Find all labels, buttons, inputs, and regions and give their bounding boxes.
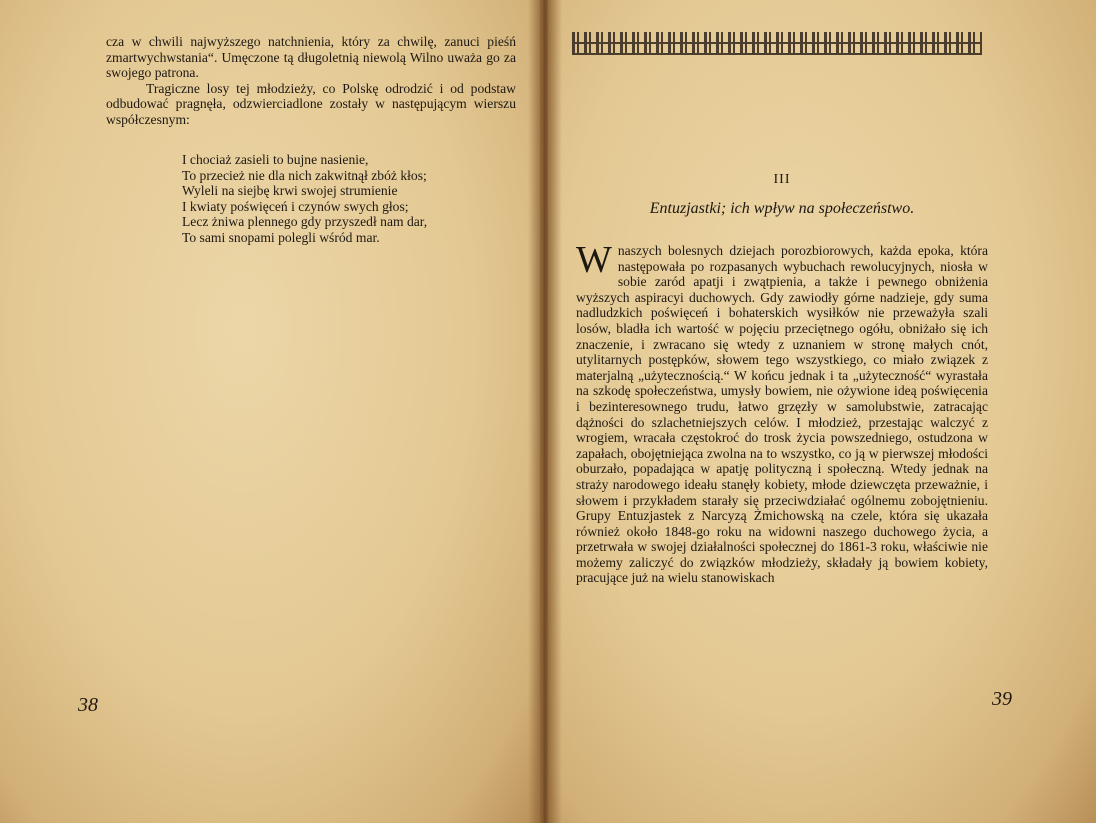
chapter-number: III	[773, 172, 791, 187]
poem-line: I chociaż zasieli to bujne nasienie,	[182, 152, 369, 167]
poem-line: Wyleli na siejbę krwi swojej strumienie	[182, 183, 398, 199]
left-page-text	[106, 34, 516, 128]
book-spine-gutter	[528, 0, 562, 823]
left-paragraph-1: cza w chwili najwyższego natchnienia, który za chwilę, zanuci pieśń zmartwychwstania“. Umęczone tą długoletnią niewolą Wilno uważa go za swojego patrona.	[106, 34, 516, 81]
poem-line: To przecież nie dla nich zakwitnął zbóż kłos;	[182, 167, 427, 183]
page-number-right: 39	[992, 688, 1012, 710]
right-page-text	[576, 239, 988, 586]
poem-line: I kwiaty poświęceń i czynów swych głos;	[182, 198, 409, 214]
right-page	[548, 0, 1096, 823]
chapter-title: Entuzjastki; ich wpływ na społeczeństwo.	[649, 200, 915, 217]
left-page	[0, 0, 540, 823]
drop-cap: W	[576, 239, 612, 281]
body-text: naszych bolesnych dziejach porozbiorowych, każda epoka, która następowała po rozpasanych wybuchach rewolucyjnych, niosła w sobie zaród apatji i zwątpienia, a także i pewnego obniżenia wyższych aspiracyi duchowych. Gdy zawiodły górne nadzieje, gdy suma nadludzkich poświęceń i bohaterskich wysiłków nie przeważyła szali losów, bladła ich wartość w pojęciu przeciętnego ogółu, obniżało się ich znaczenie, i zwracano się wtedy z uznaniem w stronę małych cnót, utylitarnych postępków, słowem tego wszystkiego, co miało związek z materjalną „użytecznością.“ W końcu jednak i ta „użyteczność“ wyrastała na szkodę społeczeństwa, umysły bowiem, nie ożywione ideą poświęcenia i bezinteresownego trudu, łatwo grzęzły w samolubstwie, zatracając dążności do szlachetniejszych celów. I młodzież, przestając walczyć z wrogiem, wracała częstokroć do trosk życia powszedniego, ostudzona w zapałach, obojętniejąca zwolna na to wszystko, co ją w pierwszej młodości oburzało, popadająca w apatję polityczną i społeczną. Wtedy jednak na straży narodowego ideału stanęły kobiety, młode dziewczęta przeważnie, i słowem i przykładem starały się przeciwdziałać ogólnemu zobojętnieniu. Grupy Entuzjastek z Narcyzą Żmichowską na czele, która się ukazała również około 1848-go roku na widowni naszego duchowego życia, a przetrwała w swojej działalności społecznej do 1861-3 roku, właściwie nie możemy zaliczyć do związków młodzieży, składały ją bowiem kobiety, pracujące już na wielu stanowiskach	[576, 243, 988, 586]
poem-line: Lecz żniwa plennego gdy przyszedł nam dar,	[182, 214, 428, 230]
chapter-ornament-band	[572, 32, 982, 54]
body-paragraph	[576, 239, 988, 586]
page-number-left: 38	[78, 694, 98, 716]
poem-line: To sami snopami polegli wśród mar.	[182, 229, 380, 245]
left-paragraph-2: Tragiczne losy tej młodzieży, co Polskę odrodzić i od podstaw odbudować pragnęła, odzwierciadlone zostały w następującym wierszu współczesnym:	[106, 80, 516, 127]
poem	[182, 152, 512, 246]
